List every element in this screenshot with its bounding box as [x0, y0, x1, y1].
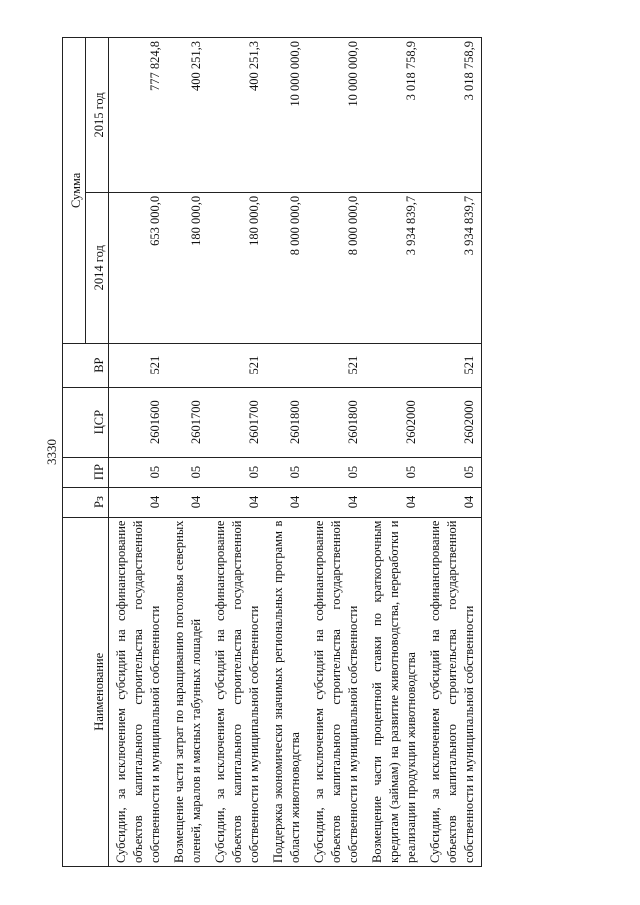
header-year-2014: 2014 год — [86, 192, 109, 343]
row-vr: 521 — [423, 343, 482, 387]
row-sum-2014: 653 000,0 — [109, 192, 168, 343]
row-rz: 04 — [266, 487, 307, 517]
row-csr: 2601600 — [109, 387, 168, 457]
row-rz: 04 — [423, 487, 482, 517]
header-vr: ВР — [63, 343, 109, 387]
row-pr: 05 — [307, 457, 365, 487]
table-row — [266, 38, 307, 867]
header-csr: ЦСР — [63, 387, 109, 457]
row-csr: 2601700 — [167, 387, 208, 457]
row-csr: 2601800 — [266, 387, 307, 457]
budget-table — [62, 37, 482, 867]
row-sum-2015: 400 251,3 — [208, 38, 266, 193]
header-pr: ПР — [63, 457, 109, 487]
page-number: 3330 — [44, 439, 59, 465]
row-pr: 05 — [109, 457, 168, 487]
row-pr: 05 — [167, 457, 208, 487]
row-name: Субсидии, за исключением субсидий на софинансирование объектов капитального строительства государственной собственности и муниципальной собственности — [423, 517, 482, 866]
row-vr — [167, 343, 208, 387]
row-vr — [365, 343, 423, 387]
row-name: Субсидии, за исключением субсидий на софинансирование объектов капитального строительства государственной собственности и муниципальной собственности — [208, 517, 266, 866]
row-name: Субсидии, за исключением субсидий на софинансирование объектов капитального строительства государственной собственности и муниципальной собственности — [307, 517, 365, 866]
header-name: Наименование — [63, 517, 109, 866]
row-rz: 04 — [167, 487, 208, 517]
row-sum-2015: 400 251,3 — [167, 38, 208, 193]
row-name: Субсидии, за исключением субсидий на софинансирование объектов капитального строительства государственной собственности и муниципальной собственности — [109, 517, 168, 866]
table-row — [109, 38, 168, 867]
row-csr: 2602000 — [365, 387, 423, 457]
table-row — [307, 38, 365, 867]
row-name: Возмещение части затрат по наращиванию поголовья северных оленей, маралов и мясных табунных лошадей — [167, 517, 208, 866]
row-csr: 2601700 — [208, 387, 266, 457]
row-vr — [266, 343, 307, 387]
row-name: Возмещение части процентной ставки по краткосрочным кредитам (займам) на развитие животноводства, переработки и реализации продукции животноводства — [365, 517, 423, 866]
row-sum-2015: 10 000 000,0 — [266, 38, 307, 193]
row-vr: 521 — [109, 343, 168, 387]
row-rz: 04 — [109, 487, 168, 517]
row-csr: 2602000 — [423, 387, 482, 457]
row-pr: 05 — [266, 457, 307, 487]
row-sum-2014: 180 000,0 — [208, 192, 266, 343]
row-vr: 521 — [307, 343, 365, 387]
row-pr: 05 — [423, 457, 482, 487]
row-rz: 04 — [365, 487, 423, 517]
row-rz: 04 — [208, 487, 266, 517]
row-sum-2014: 8 000 000,0 — [266, 192, 307, 343]
table-row — [167, 38, 208, 867]
row-csr: 2601800 — [307, 387, 365, 457]
row-vr: 521 — [208, 343, 266, 387]
header-year-2015: 2015 год — [86, 38, 109, 193]
row-sum-2014: 3 934 839,7 — [423, 192, 482, 343]
row-name: Поддержка экономически значимых региональных программ в области животноводства — [266, 517, 307, 866]
row-sum-2014: 180 000,0 — [167, 192, 208, 343]
header-sum: Сумма — [63, 38, 86, 344]
row-pr: 05 — [208, 457, 266, 487]
table-row — [365, 38, 423, 867]
row-sum-2015: 777 824,8 — [109, 38, 168, 193]
row-sum-2015: 3 018 758,9 — [365, 38, 423, 193]
row-rz: 04 — [307, 487, 365, 517]
row-sum-2015: 10 000 000,0 — [307, 38, 365, 193]
row-sum-2015: 3 018 758,9 — [423, 38, 482, 193]
header-rz: Рз — [63, 487, 109, 517]
row-sum-2014: 3 934 839,7 — [365, 192, 423, 343]
table-row — [208, 38, 266, 867]
row-sum-2014: 8 000 000,0 — [307, 192, 365, 343]
table-row — [423, 38, 482, 867]
row-pr: 05 — [365, 457, 423, 487]
